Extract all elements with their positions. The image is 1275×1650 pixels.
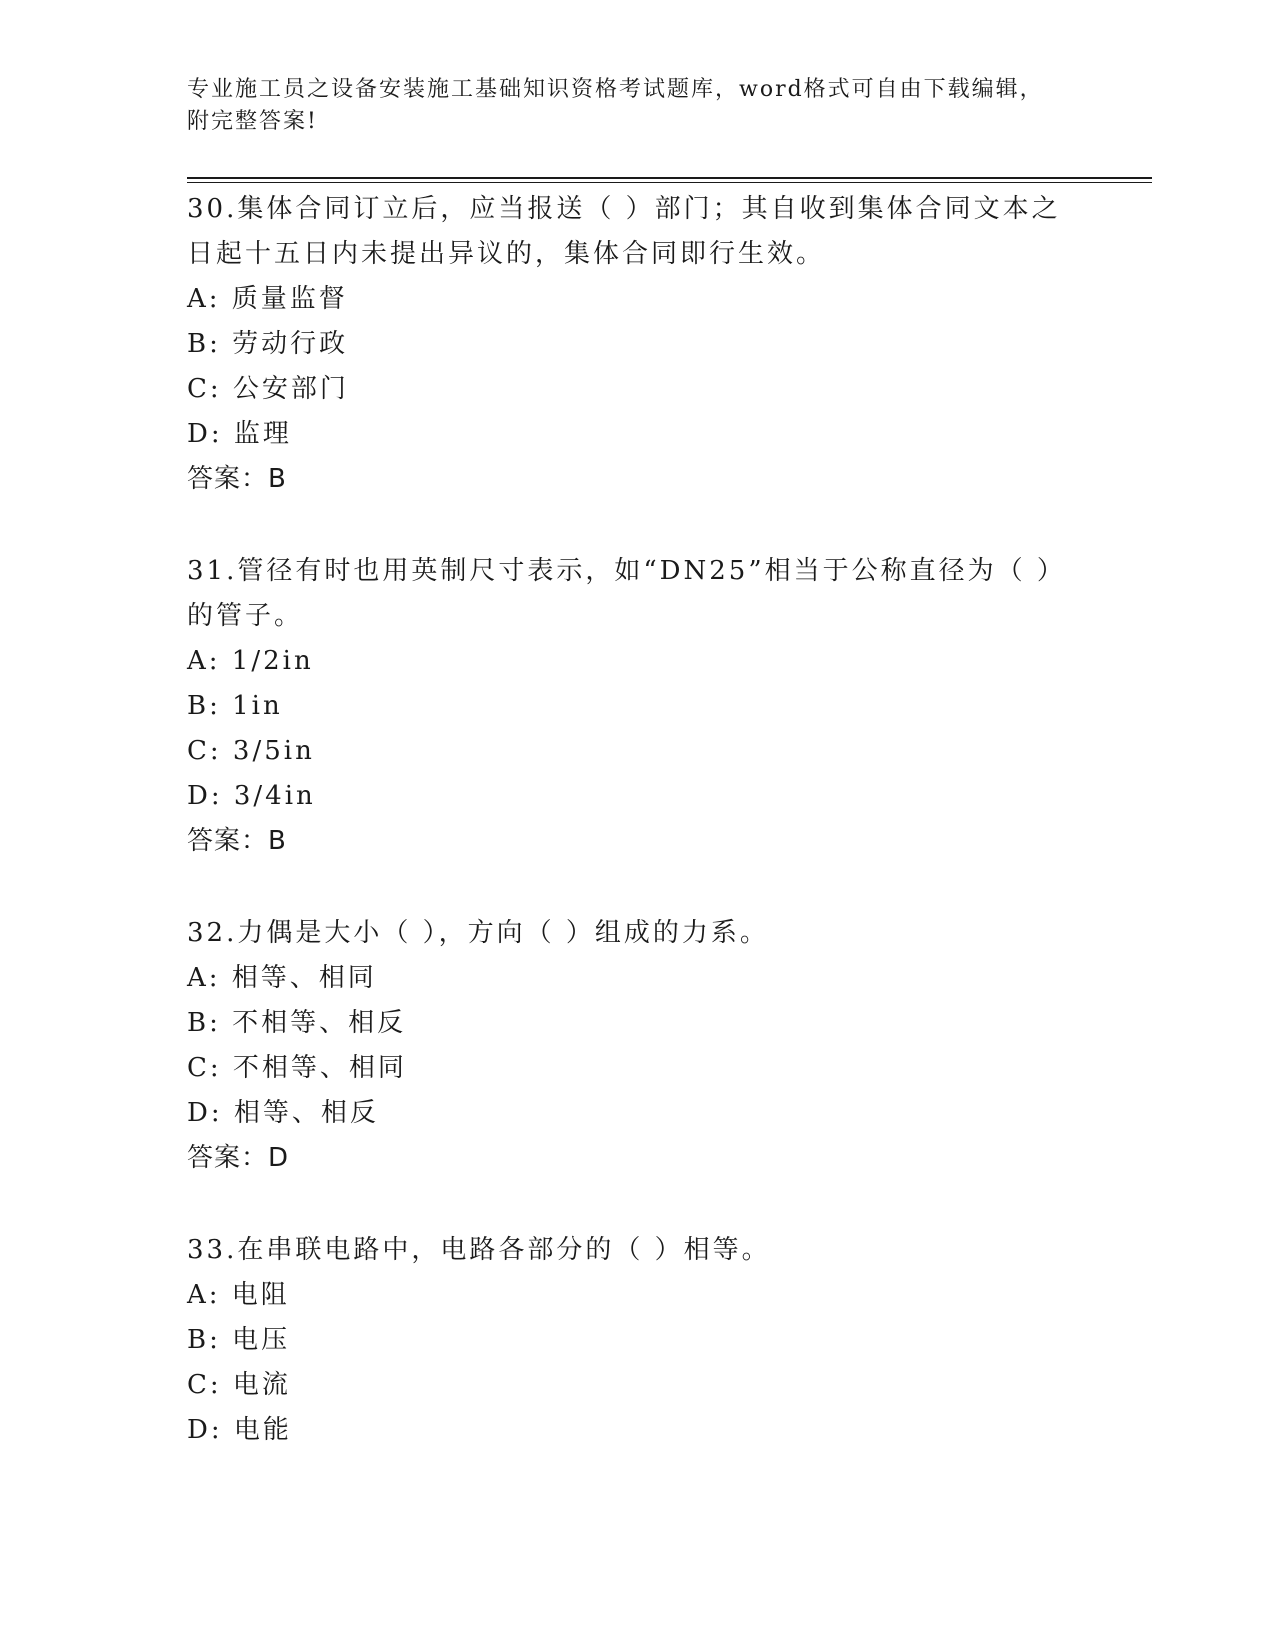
- header-divider-thin: [187, 182, 1152, 183]
- option-a: A: 电阻: [187, 1280, 290, 1310]
- question-text: 33.在串联电路中，电路各部分的（ ）相等。: [187, 1235, 771, 1265]
- option-d: D: 3/4in: [187, 781, 316, 811]
- option-c: C: 3/5in: [187, 736, 315, 766]
- question-text: 31.管径有时也用英制尺寸表示，如“DN25”相当于公称直径为（ ）的管子。: [187, 556, 1066, 631]
- answer-line: 答案：B: [187, 826, 287, 856]
- question-32: [187, 911, 1067, 1181]
- option-b: B: 劳动行政: [187, 329, 349, 359]
- option-c: C: 电流: [187, 1370, 291, 1400]
- question-spacer: [187, 1181, 1067, 1228]
- option-c: C: 不相等、相同: [187, 1053, 407, 1083]
- option-b: B: 1in: [187, 691, 283, 721]
- header-divider-thick: [187, 177, 1152, 179]
- document-header: 专业施工员之设备安装施工基础知识资格考试题库，word格式可自由下载编辑，附完整答案!: [187, 77, 1044, 134]
- question-spacer: [187, 502, 1067, 549]
- question-30: [187, 187, 1067, 502]
- option-a: A: 1/2in: [187, 646, 314, 676]
- option-c: C: 公安部门: [187, 374, 349, 404]
- option-b: B: 不相等、相反: [187, 1008, 407, 1038]
- option-d: D: 相等、相反: [187, 1098, 379, 1128]
- question-text: 32.力偶是大小（ ），方向（ ）组成的力系。: [187, 918, 769, 948]
- question-list: [187, 187, 1067, 1453]
- answer-line: 答案：D: [187, 1143, 290, 1173]
- answer-line: 答案：B: [187, 464, 287, 494]
- question-text: 30.集体合同订立后，应当报送（ ）部门；其自收到集体合同文本之日起十五日内未提出异议的，集体合同即行生效。: [187, 194, 1061, 269]
- question-33: [187, 1228, 1067, 1453]
- option-d: D: 电能: [187, 1415, 292, 1445]
- option-b: B: 电压: [187, 1325, 291, 1355]
- option-d: D: 监理: [187, 419, 292, 449]
- question-31: [187, 549, 1067, 864]
- option-a: A: 相等、相同: [187, 963, 377, 993]
- option-a: A: 质量监督: [187, 284, 348, 314]
- question-spacer: [187, 864, 1067, 911]
